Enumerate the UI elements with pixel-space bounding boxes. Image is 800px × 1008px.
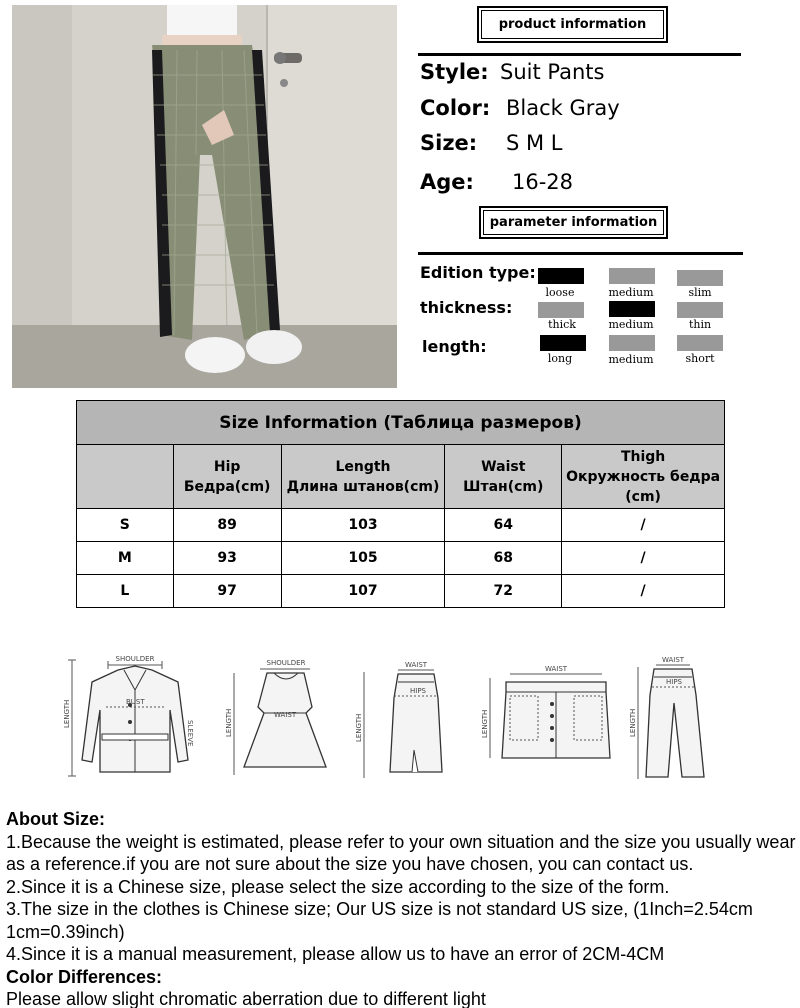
table-cell: 105 <box>281 542 445 575</box>
thickness-medium-label: medium <box>608 318 654 331</box>
attr-key: Color: <box>420 96 491 120</box>
edition-type-label: Edition type: <box>420 263 536 282</box>
parameter-info-label: parameter information <box>479 206 668 239</box>
table-cell: / <box>562 575 725 608</box>
header-cell-length: Length Длина штанов(cm) <box>281 445 445 509</box>
header-cell-thigh: Thigh Окружность бедра (cm) <box>562 445 725 509</box>
note-line: 3.The size in the clothes is Chinese size; Our US size is not standard US size, (1Inch=2.54cm 1cm=0.39inch) <box>6 899 753 942</box>
hips-label: HIPS <box>666 678 682 686</box>
header-cell-size <box>77 445 174 509</box>
header-cell-waist: Waist Штан(cm) <box>445 445 562 509</box>
length-long-swatch <box>540 335 586 351</box>
attr-key: Size: <box>420 131 478 155</box>
attr-key: Style: <box>420 60 489 84</box>
length-label: LENGTH <box>225 708 233 737</box>
table-row <box>77 542 725 575</box>
shoulder-label: SHOULDER <box>266 659 306 667</box>
note-line: 1.Because the weight is estimated, please refer to your own situation and the size you usually wear as a reference.if you are not sure about the size you have chosen, you can contact us. <box>6 831 796 874</box>
about-size-heading: About Size: <box>6 809 105 829</box>
color-attr <box>420 96 620 120</box>
pants-measurement-diagram <box>628 655 718 783</box>
thickness-thick-swatch <box>538 302 584 318</box>
product-photo <box>12 5 397 388</box>
edition-medium-label: medium <box>608 286 654 299</box>
skirt-measurement-diagram <box>352 660 452 782</box>
table-cell: 107 <box>281 575 445 608</box>
note-line: 4.Since it is a manual measurement, please allow us to have an error of 2CM-4CM <box>6 944 665 964</box>
table-cell: 93 <box>173 542 281 575</box>
length-medium-label: medium <box>608 353 654 366</box>
length-short-swatch <box>677 335 723 351</box>
length-label: length: <box>422 337 487 356</box>
color-differences-heading: Color Differences: <box>6 966 163 987</box>
attr-key: Age: <box>420 170 474 194</box>
bust-label: BUST <box>126 698 145 706</box>
thickness-thin-label: thin <box>688 318 712 331</box>
product-info-label: product information <box>477 6 668 43</box>
table-cell: 64 <box>445 509 562 542</box>
table-cell: M <box>77 542 174 575</box>
table-cell: 68 <box>445 542 562 575</box>
age-attr <box>420 170 574 194</box>
table-title: Size Information (Таблица размеров) <box>77 401 725 445</box>
thickness-medium-swatch <box>609 301 655 317</box>
length-label: LENGTH <box>355 713 363 742</box>
waist-label: WAIST <box>404 661 428 669</box>
length-short-label: short <box>685 352 715 365</box>
thickness-thick-label: thick <box>548 318 576 331</box>
hips-label: HIPS <box>410 687 426 695</box>
note-line: 2.Since it is a Chinese size, please select the size according to the size of the form. <box>6 876 670 897</box>
size-table <box>76 400 725 608</box>
table-row <box>77 509 725 542</box>
waist-label: WAIST <box>274 711 297 719</box>
table-cell: 72 <box>445 575 562 608</box>
shoulder-label: SHOULDER <box>115 655 155 663</box>
table-cell: / <box>562 509 725 542</box>
table-cell: 103 <box>281 509 445 542</box>
length-long-label: long <box>547 352 573 365</box>
waist-label: WAIST <box>661 656 685 664</box>
attr-value: Suit Pants <box>500 60 605 84</box>
note-line: Please allow slight chromatic aberration due to different light <box>6 989 486 1008</box>
table-cell: S <box>77 509 174 542</box>
mini-skirt-measurement-diagram <box>478 660 618 770</box>
dress-measurement-diagram <box>222 655 332 780</box>
attr-value: 16-28 <box>512 170 574 194</box>
edition-slim-label: slim <box>688 286 712 299</box>
divider <box>418 252 743 255</box>
sleeve-label: SLEEVE <box>186 720 194 747</box>
table-cell: 89 <box>173 509 281 542</box>
divider <box>418 53 741 56</box>
table-cell: 97 <box>173 575 281 608</box>
edition-medium-swatch <box>609 268 655 284</box>
jacket-measurement-diagram <box>60 650 210 782</box>
style-attr <box>420 60 605 84</box>
length-label: LENGTH <box>481 709 489 738</box>
thickness-label: thickness: <box>420 298 513 317</box>
header-cell-hip: Hip Бедра(cm) <box>173 445 281 509</box>
thickness-thin-swatch <box>677 302 723 318</box>
edition-loose-label: loose <box>545 286 575 299</box>
length-label: LENGTH <box>63 699 71 728</box>
edition-loose-swatch <box>538 268 584 284</box>
table-cell: / <box>562 542 725 575</box>
length-medium-swatch <box>609 335 655 351</box>
edition-slim-swatch <box>677 270 723 286</box>
size-notes <box>6 808 798 1008</box>
table-header-row <box>77 445 725 509</box>
attr-value: Black Gray <box>506 96 620 120</box>
table-row <box>77 575 725 608</box>
size-attr <box>420 131 563 155</box>
table-cell: L <box>77 575 174 608</box>
attr-value: S M L <box>506 131 563 155</box>
waist-label: WAIST <box>544 665 568 673</box>
length-label: LENGTH <box>629 708 637 737</box>
